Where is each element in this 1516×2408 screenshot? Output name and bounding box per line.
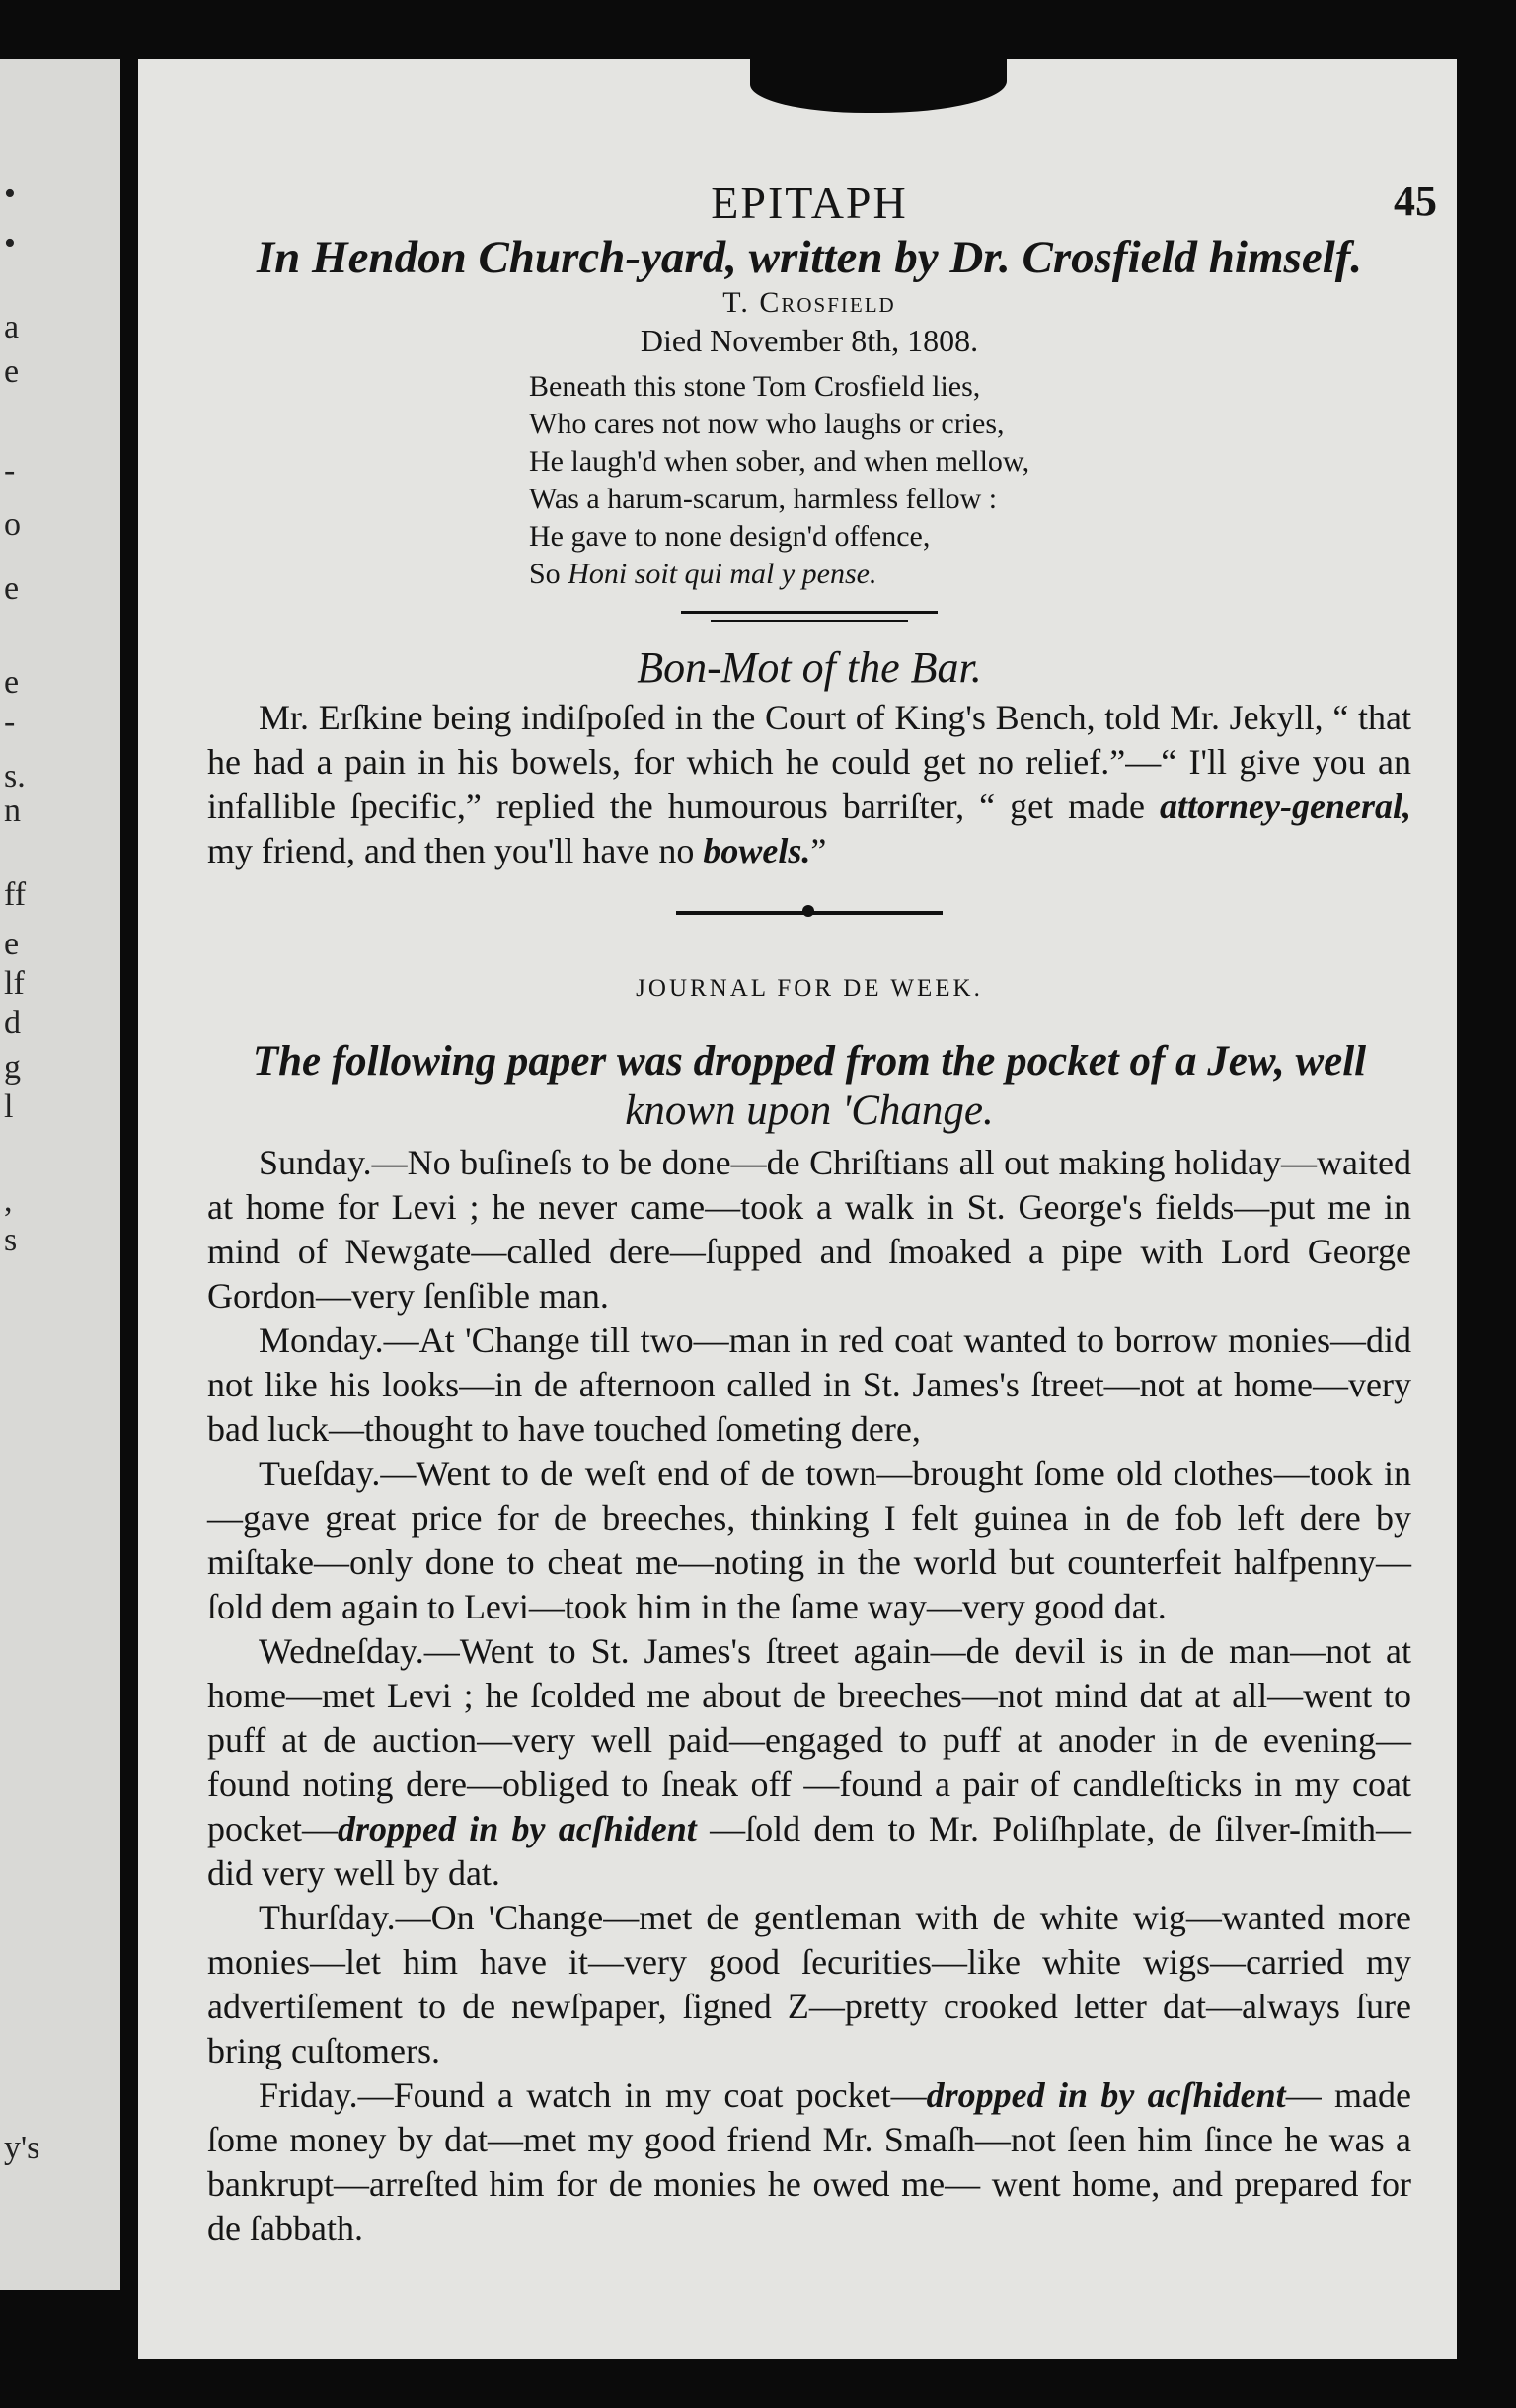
page-tear <box>750 49 1007 113</box>
bonmot-paragraph <box>207 696 1411 873</box>
verse-motto: Honi soit qui mal y pense. <box>568 557 877 590</box>
epitaph-subtitle: In Hendon Church-yard, written by Dr. Crosfield himself. <box>256 231 1363 283</box>
section-rule-thin <box>711 620 908 622</box>
journal-text: Friday.—Found a watch in my coat pocket— <box>259 2074 927 2115</box>
journal-title-line: known upon 'Change. <box>625 1087 994 1134</box>
left-page-fragment: e <box>4 570 20 607</box>
left-page-fragment: - <box>4 452 16 489</box>
journal-title-line: The following paper was dropped from the pocket of a Jew, well <box>252 1038 1367 1086</box>
bonmot-text: my friend, and then you'll have no <box>207 831 704 871</box>
journal-heading: JOURNAL FOR DE WEEK. <box>636 975 983 1003</box>
book-page <box>138 59 1457 2359</box>
epitaph-title: EPITAPH <box>711 178 908 228</box>
right-margin <box>1457 0 1516 2408</box>
verse-line: Was a harum-scarum, harmless fellow : <box>529 482 998 515</box>
journal-tuesday: Tueſday.—Went to de weſt end of de town—brought ſome old clothes—took in—gave great price for de breeches, thinking I felt guinea in de fob left dere by miſtake—only done to cheat me—noting in the world but counterfeit halfpenny—ſold dem again to Levi—took him in the ſame way—very good dat. <box>207 1453 1411 1626</box>
journal-text: —ſold dem to Mr. Poliſhplate, de ſilver-ſmith—did very well by dat. <box>207 1808 1412 1893</box>
verse-line: He gave to none design'd offence, <box>529 519 931 553</box>
bonmot-emphasis: attorney-general, <box>1160 787 1411 827</box>
left-page-fragment: , <box>4 1182 13 1219</box>
left-page-fragment: • <box>4 225 16 262</box>
book-gutter <box>120 0 138 2408</box>
journal-monday: Monday.—At 'Change till two—man in red coat wanted to borrow monies—did not like his looks—in de afternoon called in St. James's ſtreet—not at home—very bad luck—thought to have touched ſometing dere, <box>207 1319 1411 1449</box>
bonmot-title: Bon-Mot of the Bar. <box>637 642 982 692</box>
ornament-divider <box>676 911 943 915</box>
left-page-fragment: a <box>4 309 20 345</box>
verse-prefix: So <box>529 557 568 590</box>
verse-line: He laugh'd when sober, and when mellow, <box>529 444 1030 478</box>
journal-emphasis: dropped in by acſhident <box>926 2074 1286 2115</box>
journal-friday <box>207 2073 1411 2251</box>
journal-text: Wedneſday.—Went to St. James's ſtreet again—de devil is in de man—not at home—met Levi ; he ſcolded me about de breeches—not mind dat at all—went to puff at de auction—very well paid—engaged to puff at anoder in de evening—found noting dere—obliged to ſneak off —found a pair of candleſticks in my coat pocket— <box>207 1630 1411 1848</box>
journal-emphasis: dropped in by acſhident <box>337 1808 697 1848</box>
epitaph-verse <box>529 368 1411 593</box>
journal-thursday: Thurſday.—On 'Change—met de gentleman with de white wig—wanted more monies—let him have it—very good ſecurities—like white wigs—carried my advertiſement to de newſpaper, ſigned Z—pretty crooked letter dat—always ſure bring cuſtomers. <box>207 1897 1411 2070</box>
verse-line-last <box>529 556 1411 593</box>
journal-sunday: Sunday.—No buſineſs to be done—de Chriſtians all out making holiday—waited at home for Levi ; he never came—took a walk in St. George's fields—put me in mind of Newgate—called dere—ſupped and ſmoaked a pipe with Lord George Gordon—very ſenſible man. <box>207 1142 1411 1316</box>
left-page-fragment: e <box>4 353 20 390</box>
verse-line: Who cares not now who laughs or cries, <box>529 407 1005 440</box>
page-content <box>207 168 1411 2251</box>
left-page-fragment: y's <box>4 2130 40 2166</box>
journal-wednesday <box>207 1629 1411 1896</box>
bonmot-emphasis: bowels. <box>703 831 811 871</box>
left-page-edge <box>0 59 120 2290</box>
page-number: 45 <box>1394 177 1437 225</box>
left-page-fragment: s <box>4 1222 18 1258</box>
left-page-fragment: o <box>4 506 21 543</box>
verse-line: Beneath this stone Tom Crosfield lies, <box>529 369 981 403</box>
left-page-fragment: ff <box>4 876 27 913</box>
left-page-fragment: s. <box>4 758 26 794</box>
left-page-fragment: n <box>4 792 21 829</box>
left-page-fragment: d <box>4 1005 21 1041</box>
ornament-dot <box>802 905 814 917</box>
journal-text: — made ſome money by dat—met my good friend Mr. Smaſh—not ſeen him ſince he was a bankrupt—arreſted him for de monies he owed me— went home, and prepared for de ſabbath. <box>207 2074 1411 2248</box>
bonmot-text: ” <box>810 831 827 871</box>
journal-title <box>207 1037 1411 1135</box>
left-page-fragment: e <box>4 926 20 962</box>
section-rule <box>681 611 938 614</box>
left-page-fragment: g <box>4 1049 21 1086</box>
left-page-fragment: l <box>4 1089 14 1125</box>
bonmot-text: Mr. Erſkine being indiſpoſed in the Court of King's Bench, told Mr. Jekyll, “ that he had a pain in his bowels, for which he could get no relief.”—“ I'll give you an infallible ſpecific,” replied the humourous barriſter, “ get made <box>207 698 1411 827</box>
left-page-fragment: e <box>4 664 20 701</box>
left-page-fragment: - <box>4 704 16 740</box>
left-page-fragment: • <box>4 176 16 212</box>
epitaph-name: T. Crosfield <box>722 286 896 320</box>
epitaph-died: Died November 8th, 1808. <box>640 323 979 359</box>
left-page-fragment: lf <box>4 965 25 1002</box>
